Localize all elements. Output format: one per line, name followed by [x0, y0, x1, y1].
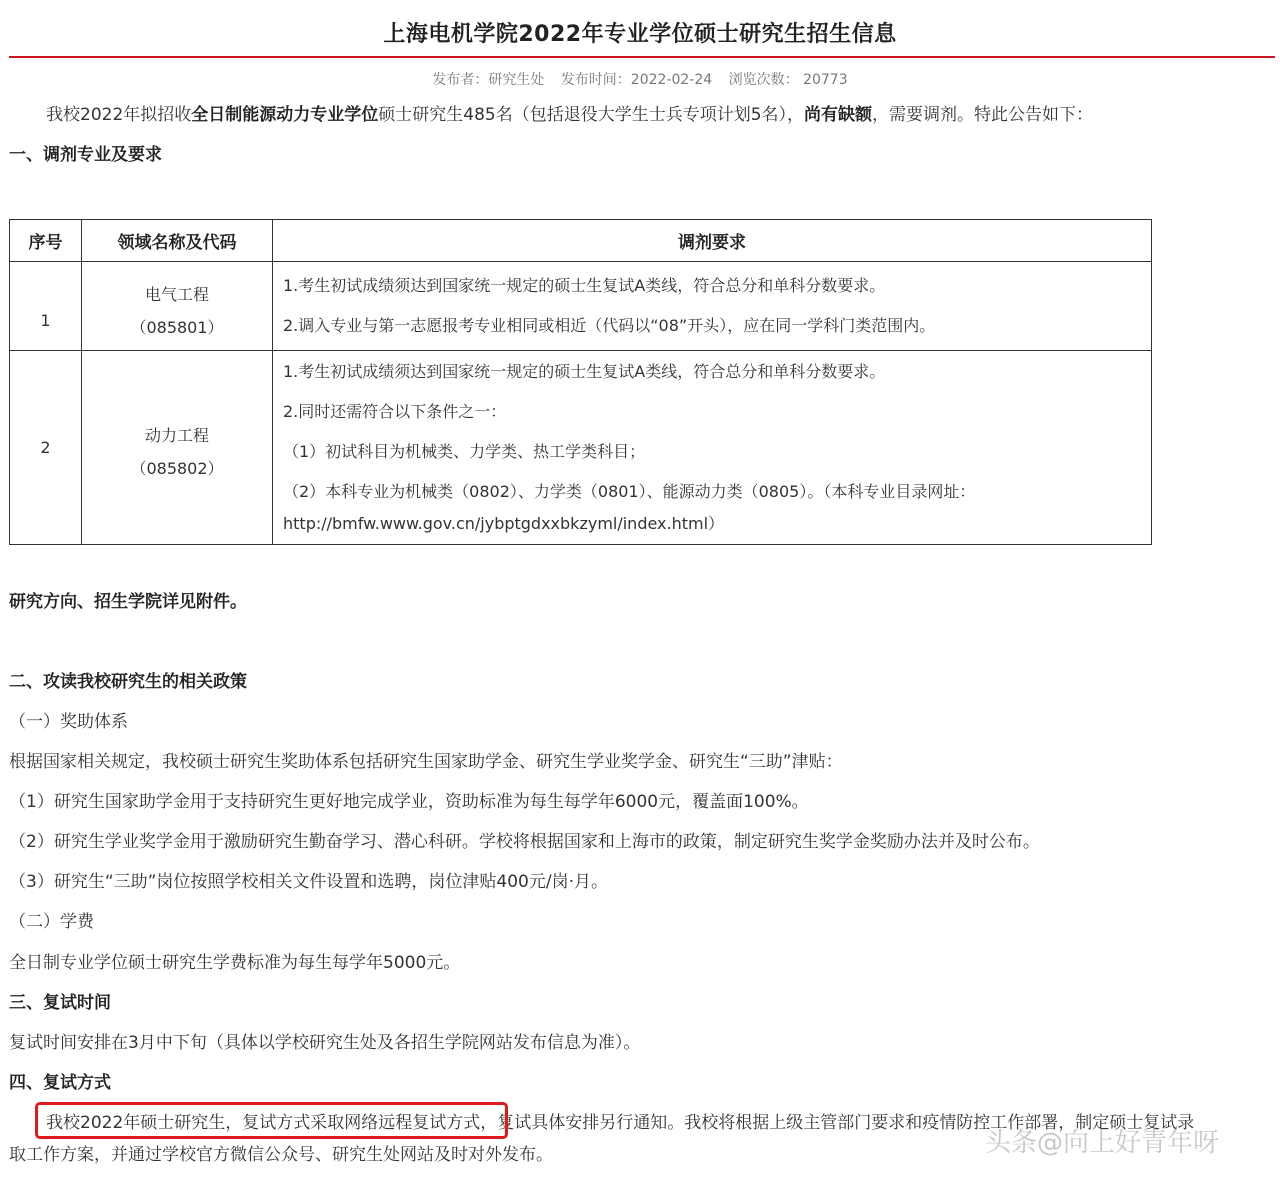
row-field: 动力工程 （085802）: [82, 351, 273, 545]
section-heading-2: 二、攻读我校研究生的相关政策: [9, 672, 247, 692]
paragraph: 复试时间安排在3月中下旬（具体以学校研究生处及各招生学院网站发布信息为准）。: [9, 1033, 641, 1053]
subheading-tuition: （二）学费: [9, 912, 94, 932]
paragraph: （1）研究生国家助学金用于支持研究生更好地完成学业，资助标准为每生每学年6000元，覆盖面100%。: [9, 792, 809, 812]
paragraph: 全日制专业学位硕士研究生学费标准为每生每学年5000元。: [9, 953, 461, 973]
article-meta: [0, 69, 1280, 89]
highlight-box: [35, 1102, 508, 1139]
row-requirements: 1.考生初试成绩须达到国家统一规定的硕士生复试A类线，符合总分和单科分数要求。 2.调入专业与第一志愿报考专业相同或相近（代码以“08”开头），应在同一学科门类范围内。: [273, 262, 1152, 351]
title-divider: [9, 56, 1275, 58]
paragraph: （2）研究生学业奖学金用于激励研究生勤奋学习、潜心科研。学校将根据国家和上海市的政策，制定研究生奖学金奖励办法并及时公布。: [9, 832, 1040, 852]
attachment-note: 研究方向、招生学院详见附件。: [9, 592, 247, 612]
paragraph: 我校2022年硕士研究生，复试方式采取网络远程复试方式，复试具体安排另行通知。我校将根据上级主管部门要求和疫情防控工作部署，制定硕士复试录: [46, 1113, 1195, 1133]
table-header-row: [10, 220, 1152, 262]
row-field: 电气工程 （085801）: [82, 262, 273, 351]
row-requirements: 1.考生初试成绩须达到国家统一规定的硕士生复试A类线，符合总分和单科分数要求。 2.同时还需符合以下条件之一： （1）初试科目为机械类、力学类、热工学类科目； （2）本科专业为机械类（0802）、力学类（0801）、能源动力类（0805）。（本科专业目录网址： http://bmfw.www.gov.cn/jybptgdxxbkzyml/index.html）: [273, 351, 1152, 545]
adjustment-table: [9, 219, 1152, 545]
publisher: 发布者：研究生处: [432, 72, 545, 88]
highlighted-text: 我校2022年硕士研究生，复试方式采取网络远程复试方式，: [46, 1113, 498, 1133]
row-no: 1: [10, 262, 82, 351]
catalog-link[interactable]: http://bmfw.www.gov.cn/jybptgdxxbkzyml/index.html）: [283, 513, 725, 533]
watermark: 头条@向上好青年呀: [985, 1128, 1220, 1158]
section-heading-3: 三、复试时间: [9, 993, 111, 1013]
header-requirements: 调剂要求: [273, 220, 1152, 262]
view-count: 浏览次数： 20773: [728, 72, 848, 88]
row-no: 2: [10, 351, 82, 545]
paragraph: （3）研究生“三助”岗位按照学校相关文件设置和选聘，岗位津贴400元/岗·月。: [9, 872, 609, 892]
section-heading-1: 一、调剂专业及要求: [9, 145, 162, 165]
intro-paragraph: 我校2022年拟招收全日制能源动力专业学位硕士研究生485名（包括退役大学生士兵专项计划5名），尚有缺额，需要调剂。特此公告如下：: [46, 105, 1094, 125]
subheading-scholarship: （一）奖助体系: [9, 712, 128, 732]
table-row: [10, 351, 1152, 545]
header-no: 序号: [10, 220, 82, 262]
paragraph: 根据国家相关规定，我校硕士研究生奖助体系包括研究生国家助学金、研究生学业奖学金、研究生“三助”津贴：: [9, 752, 843, 772]
table-row: [10, 262, 1152, 351]
paragraph: 取工作方案，并通过学校官方微信公众号、研究生处网站及时对外发布。: [9, 1145, 553, 1165]
page-title: 上海电机学院2022年专业学位硕士研究生招生信息: [383, 22, 897, 47]
publish-time: 发布时间：2022-02-24: [560, 72, 713, 88]
header-field: 领域名称及代码: [82, 220, 273, 262]
section-heading-4: 四、复试方式: [9, 1073, 111, 1093]
